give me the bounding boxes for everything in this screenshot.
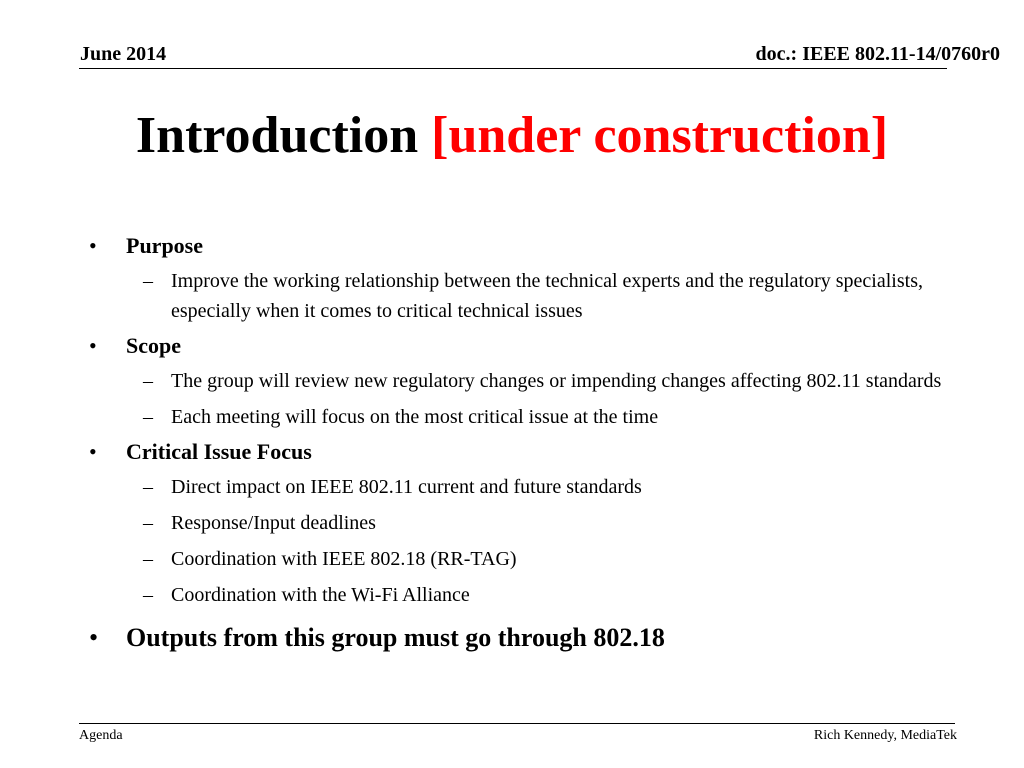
sub-bullet-scope-2: – Each meeting will focus on the most critical issue at the time xyxy=(86,402,966,432)
sub-bullet-focus-1: – Direct impact on IEEE 802.11 current and future standards xyxy=(86,472,966,502)
sub-bullet-focus-3: – Coordination with IEEE 802.18 (RR-TAG) xyxy=(86,544,966,574)
slide-title-accent: [under construction] xyxy=(431,107,889,164)
footer-divider xyxy=(79,723,955,724)
header-date: June 2014 xyxy=(80,43,167,65)
sub-bullet-purpose-1: – Improve the working relationship between the technical experts and the regulatory specialists, especially when it comes to critical technical issues xyxy=(86,266,966,326)
bullet-outputs: • Outputs from this group must go through 802.18 xyxy=(86,622,966,654)
footer-topic: Agenda xyxy=(79,728,123,743)
footer-author: Rich Kennedy, MediaTek xyxy=(813,728,957,743)
bullet-purpose: • Purpose xyxy=(86,232,966,260)
sub-bullet-focus-2: – Response/Input deadlines xyxy=(86,508,966,538)
bullet-scope: • Scope xyxy=(86,332,966,360)
sub-bullet-scope-1: – The group will review new regulatory changes or impending changes affecting 802.11 standards xyxy=(86,366,966,396)
sub-bullet-focus-4: – Coordination with the Wi-Fi Alliance xyxy=(86,580,966,610)
header-doc-number: doc.: IEEE 802.11-14/0760r0 xyxy=(755,43,1000,65)
header-divider xyxy=(79,68,947,69)
bullet-critical-issue-focus: • Critical Issue Focus xyxy=(86,438,966,466)
slide-title-main: Introduction xyxy=(135,107,419,164)
slide-title xyxy=(0,104,1024,168)
slide-body xyxy=(86,226,966,654)
